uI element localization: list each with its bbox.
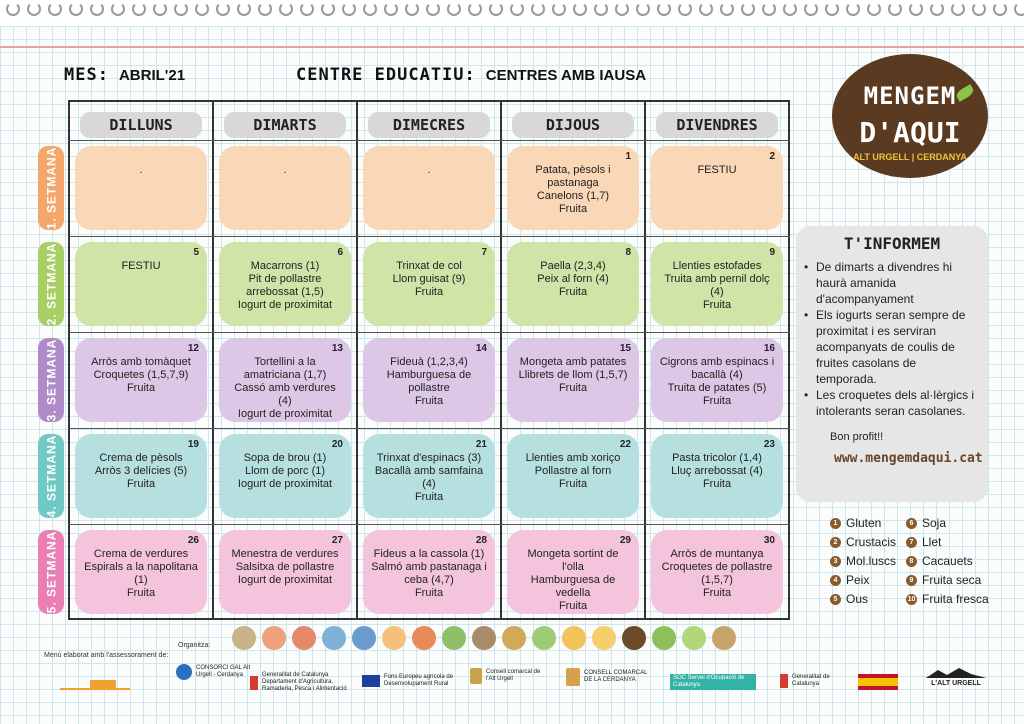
spiral-ring <box>279 2 293 16</box>
week-label <box>38 146 64 230</box>
menu-cell <box>219 338 351 422</box>
spiral-ring <box>720 2 734 16</box>
spiral-ring <box>909 2 923 16</box>
dish-line: Fruita <box>702 395 732 407</box>
day-number: 20 <box>331 439 343 450</box>
menu-cell <box>507 530 639 614</box>
food-group-icon <box>232 626 256 650</box>
dish-line: Truita amb pernil dolç <box>664 273 770 285</box>
food-group-icon <box>412 626 436 650</box>
dish-line: Peix al forn (4) <box>537 273 609 285</box>
food-group-icon <box>472 626 496 650</box>
allergen-label: Peix <box>846 573 870 587</box>
dish-line: l'olla <box>562 561 584 573</box>
dish-line: Fruita <box>414 491 444 503</box>
spiral-ring <box>216 2 230 16</box>
menu-cell <box>651 146 783 230</box>
bon-profit-text: Bon profit!! <box>830 431 884 443</box>
menu-cell <box>363 338 495 422</box>
spiral-ring <box>951 2 965 16</box>
allergen-label: Soja <box>922 516 947 530</box>
day-number: 22 <box>619 439 631 450</box>
margin-line <box>0 46 1024 48</box>
allergen-label: Mol.luscs <box>846 554 897 568</box>
footer-logo-feader <box>362 674 468 688</box>
day-number: 13 <box>331 343 343 354</box>
dish-line: Hamburguesa de <box>530 574 616 586</box>
spiral-ring <box>594 2 608 16</box>
dish-line: FESTIU <box>121 260 161 272</box>
spiral-ring <box>699 2 713 16</box>
dish-line: Bacallà amb samfaina <box>374 465 484 477</box>
mountain-icon <box>926 668 986 678</box>
dish-line: Pollastre al forn <box>534 465 612 477</box>
spiral-ring <box>48 2 62 16</box>
menu-cell <box>651 338 783 422</box>
footer-logo-text: SOC Servei d'Ocupació de Catalunya <box>670 674 756 690</box>
day-number: 30 <box>763 535 775 546</box>
allergen-item <box>906 516 946 530</box>
day-number: 2 <box>769 151 775 162</box>
advisor-drawing-icon <box>60 672 130 690</box>
day-header-friday: DIVENDRES <box>656 112 778 138</box>
info-item: • De dimarts a divendres hi haurà amanida d'acompanyament <box>804 259 980 307</box>
menu-cell <box>507 434 639 518</box>
menu-cell <box>507 338 639 422</box>
grid-divider <box>68 524 790 525</box>
dish-line: . <box>139 164 143 176</box>
dish-line: pastanaga <box>547 177 599 189</box>
dish-line: . <box>427 164 431 176</box>
spiral-ring <box>573 2 587 16</box>
day-number: 1 <box>625 151 631 162</box>
dish-line: Espirals a la napolitana <box>84 561 198 573</box>
info-panel <box>796 226 988 502</box>
menu-cell <box>75 530 207 614</box>
menu-cell <box>363 242 495 326</box>
mengem-daqui-logo <box>832 54 988 178</box>
footer-logo-text: Fons Europeu agrícola de Desenvolupament Rural <box>384 674 454 687</box>
food-group-icon <box>322 626 346 650</box>
allergen-label: Crustacis <box>846 535 897 549</box>
spiral-ring <box>846 2 860 16</box>
dish-line: Trinxat d'espinacs (3) <box>376 452 482 464</box>
week-label-text: 5. SETMANA <box>44 530 58 614</box>
food-group-icon <box>442 626 466 650</box>
spiral-ring <box>489 2 503 16</box>
dish-line: . <box>283 164 287 176</box>
logo-line2: D'AQUI <box>859 116 961 149</box>
allergen-number-icon: 4 <box>830 575 841 586</box>
logo-line1: MENGEM <box>863 82 957 110</box>
week-label <box>38 434 64 518</box>
day-number: 27 <box>331 535 343 546</box>
spiral-ring <box>69 2 83 16</box>
spiral-ring <box>825 2 839 16</box>
menu-cell <box>651 530 783 614</box>
day-number: 6 <box>337 247 343 258</box>
spiral-ring <box>27 2 41 16</box>
coat-of-arms-icon <box>470 668 482 684</box>
dish-line: Llenties amb xoriço <box>525 452 621 464</box>
food-group-icon <box>502 626 526 650</box>
dish-line: Crema de pèsols <box>99 452 183 464</box>
spiral-ring <box>405 2 419 16</box>
spiral-ring <box>300 2 314 16</box>
food-group-icon <box>682 626 706 650</box>
spain-flag-icon <box>858 674 898 690</box>
dish-line: Fruita <box>126 382 156 394</box>
grid-divider <box>68 332 790 333</box>
dish-line: Fruita <box>126 587 156 599</box>
dish-line: Cigrons amb espinacs i <box>659 356 775 368</box>
dish-line: Patata, pèsols i <box>535 164 611 176</box>
week-label <box>38 242 64 326</box>
spiral-ring <box>741 2 755 16</box>
dish-line: Iogurt de proximitat <box>237 574 333 586</box>
footer-logo-text: CONSELL COMARCAL DE LA CERDANYA <box>584 670 648 683</box>
footer-logo-spain <box>858 674 898 690</box>
allergen-label: Cacauets <box>922 554 973 568</box>
food-group-icon <box>292 626 316 650</box>
spiral-binding <box>0 0 1024 26</box>
menu-cell <box>363 146 495 230</box>
dish-line: Menestra de verdures <box>231 548 339 560</box>
dish-line: Croquetes de pollastre <box>661 561 773 573</box>
dish-line: Hamburguesa de <box>386 369 472 381</box>
allergen-number-icon: 1 <box>830 518 841 529</box>
dish-line: Paella (2,3,4) <box>540 260 606 272</box>
allergen-item <box>830 554 896 568</box>
info-list <box>804 259 980 419</box>
allergen-number-icon: 9 <box>906 575 917 586</box>
centre-label: CENTRE EDUCATIU: <box>296 65 476 85</box>
food-group-icon <box>592 626 616 650</box>
week-label <box>38 530 64 614</box>
dish-line: Arròs 3 delícies (5) <box>94 465 188 477</box>
spiral-ring <box>195 2 209 16</box>
menu-cell <box>651 434 783 518</box>
day-number: 14 <box>475 343 487 354</box>
dish-line: Fruita <box>414 587 444 599</box>
week-label-text: 2. SETMANA <box>44 242 58 326</box>
centre-header <box>296 65 646 85</box>
food-group-icon <box>622 626 646 650</box>
allergen-label: Gluten <box>846 516 882 530</box>
dish-line: Arròs amb tomàquet <box>91 356 191 368</box>
week-label-text: 1. SETMANA <box>44 146 58 230</box>
eu-flag-icon <box>362 675 380 687</box>
spiral-ring <box>468 2 482 16</box>
generalitat-logo-icon <box>250 676 258 690</box>
dish-line: Fruita <box>558 600 588 612</box>
spiral-ring <box>615 2 629 16</box>
dish-line: Llenties estofades <box>672 260 762 272</box>
dish-line: Llibrets de llom (1,5,7) <box>518 369 628 381</box>
footer-logo-text: CONSORCI GAL Alt Urgell - Cerdanya <box>196 665 251 678</box>
spiral-ring <box>783 2 797 16</box>
day-number: 7 <box>481 247 487 258</box>
food-group-icon <box>352 626 376 650</box>
day-number: 23 <box>763 439 775 450</box>
grid-divider <box>68 428 790 429</box>
dish-line: pollastre <box>408 382 450 394</box>
day-number: 9 <box>769 247 775 258</box>
dish-line: Salmó amb pastanaga i <box>371 561 487 573</box>
allergen-number-icon: 3 <box>830 556 841 567</box>
generalitat-logo-icon <box>780 674 788 688</box>
spiral-ring <box>174 2 188 16</box>
spiral-ring <box>678 2 692 16</box>
spiral-ring <box>384 2 398 16</box>
organitza-label: Organitza: <box>178 642 211 649</box>
website-link[interactable]: www.mengemdaqui.cat <box>834 451 983 466</box>
menu-cell <box>75 338 207 422</box>
info-title: T'INFORMEM <box>843 234 941 253</box>
spiral-ring <box>342 2 356 16</box>
day-number: 16 <box>763 343 775 354</box>
coat-of-arms-icon <box>566 668 580 686</box>
menu-cell <box>219 242 351 326</box>
dish-line: Llom de porc (1) <box>244 465 326 477</box>
advisor-logo <box>60 668 140 694</box>
dish-line: Iogurt de proximitat <box>237 478 333 490</box>
centre-value: CENTRES AMB IAUSA <box>485 67 647 84</box>
day-header-tuesday: DIMARTS <box>224 112 346 138</box>
day-number: 8 <box>625 247 631 258</box>
day-number: 29 <box>619 535 631 546</box>
month-value: ABRIL'21 <box>118 67 186 84</box>
allergen-item <box>906 573 981 587</box>
footer-logo-alt-urgell <box>470 668 542 684</box>
spiral-ring <box>762 2 776 16</box>
dish-line: Crema de verdures <box>93 548 189 560</box>
info-item: • Els iogurts seran sempre de proximitat i es serviran acompanyats de coulis de fruites casolans de temporada. <box>804 307 980 387</box>
dish-line: Tortellini a la <box>254 356 316 368</box>
dish-line: Fruita <box>702 299 732 311</box>
allergen-number-icon: 7 <box>906 537 917 548</box>
food-group-icon <box>532 626 556 650</box>
dish-line: Fideuà (1,2,3,4) <box>390 356 468 368</box>
spiral-ring <box>111 2 125 16</box>
food-group-icon <box>262 626 286 650</box>
spiral-ring <box>6 2 20 16</box>
dish-line: Macarrons (1) <box>250 260 320 272</box>
dish-line: Fideus a la cassola (1) <box>373 548 485 560</box>
allergen-number-icon: 5 <box>830 594 841 605</box>
menu-cell <box>75 146 207 230</box>
dish-line: Fruita <box>702 478 732 490</box>
day-number: 15 <box>619 343 631 354</box>
day-number: 28 <box>475 535 487 546</box>
grid-divider <box>212 100 214 620</box>
spiral-ring <box>636 2 650 16</box>
menu-cell <box>651 242 783 326</box>
footer-logo-text: Generalitat de Catalunya <box>792 674 830 687</box>
day-number: 19 <box>187 439 199 450</box>
footer-logo-gal <box>176 664 256 680</box>
spiral-ring <box>930 2 944 16</box>
food-group-icon <box>382 626 406 650</box>
spiral-ring <box>888 2 902 16</box>
day-number: 21 <box>475 439 487 450</box>
day-number: 26 <box>187 535 199 546</box>
allergen-label: Fruita fresca <box>922 592 989 606</box>
week-label-text: 3. SETMANA <box>44 338 58 422</box>
advisor-label: Menú elaborat amb l'assessorament de: <box>44 652 169 659</box>
food-group-icon <box>712 626 736 650</box>
dish-line: Trinxat de col <box>396 260 462 272</box>
dish-line: Fruita <box>414 286 444 298</box>
dish-line: Fruita <box>558 382 588 394</box>
spiral-ring <box>993 2 1007 16</box>
day-header-monday: DILLUNS <box>80 112 202 138</box>
dish-line: (4) <box>710 286 724 298</box>
grid-divider <box>500 100 502 620</box>
food-group-icon <box>562 626 586 650</box>
footer-logo-generalitat <box>780 674 846 688</box>
spiral-ring <box>447 2 461 16</box>
footer-logo-darp <box>250 672 354 693</box>
dish-line: Pit de pollastre <box>248 273 322 285</box>
dish-line: Truita de patates (5) <box>667 382 767 394</box>
spiral-ring <box>426 2 440 16</box>
dish-line: Fruita <box>558 203 588 215</box>
grid-divider <box>68 236 790 237</box>
dish-line: Fruita <box>558 478 588 490</box>
month-header <box>64 65 185 85</box>
grid-divider <box>644 100 646 620</box>
dish-line: Fruita <box>558 286 588 298</box>
gal-logo-icon <box>176 664 192 680</box>
spiral-ring <box>657 2 671 16</box>
allergen-label: Ous <box>846 592 869 606</box>
footer-logo-text: L'ALT URGELL <box>931 680 981 687</box>
menu-cell <box>363 530 495 614</box>
dish-line: bacallà (4) <box>691 369 743 381</box>
allergen-item <box>830 516 881 530</box>
spiral-ring <box>363 2 377 16</box>
dish-line: amatriciana (1,7) <box>243 369 327 381</box>
dish-line: Fruita <box>702 587 732 599</box>
spiral-ring <box>90 2 104 16</box>
allergen-number-icon: 10 <box>907 595 916 603</box>
menu-cell <box>219 434 351 518</box>
logo-line3: ALT URGELL | CERDANYA <box>853 152 967 162</box>
menu-cell <box>75 434 207 518</box>
dish-line: vedella <box>555 587 591 599</box>
spiral-ring <box>132 2 146 16</box>
info-item: • Les croquetes dels al·lèrgics i intolerants seran casolanes. <box>804 387 980 419</box>
food-group-icon <box>652 626 676 650</box>
grid-divider <box>68 140 790 141</box>
menu-cell <box>75 242 207 326</box>
dish-line: (1,5,7) <box>701 574 733 586</box>
allergen-label: Llet <box>922 535 942 549</box>
spiral-ring <box>237 2 251 16</box>
food-icon-row <box>232 626 742 650</box>
grid-divider <box>356 100 358 620</box>
allergen-label: Fruita seca <box>922 573 982 587</box>
spiral-ring <box>321 2 335 16</box>
footer-logo-altUrgell <box>926 668 986 687</box>
dish-line: Iogurt de proximitat <box>237 408 333 420</box>
spiral-ring <box>510 2 524 16</box>
dish-line: (4) <box>422 478 436 490</box>
day-number: 5 <box>193 247 199 258</box>
allergen-item <box>830 573 869 587</box>
spiral-ring <box>1014 2 1024 16</box>
dish-line: FESTIU <box>697 164 737 176</box>
menu-cell <box>219 146 351 230</box>
allergen-item <box>830 535 896 549</box>
dish-line: Mongeta sortint de <box>527 548 619 560</box>
week-label <box>38 338 64 422</box>
dish-line: Lluç arrebossat (4) <box>671 465 763 477</box>
allergen-item <box>906 592 989 606</box>
day-header-wednesday: DIMECRES <box>368 112 490 138</box>
allergen-item <box>830 592 868 606</box>
dish-line: Iogurt de proximitat <box>237 299 333 311</box>
footer-logo-text: Consell comarcal de l'Alt Urgell <box>486 669 541 682</box>
spiral-ring <box>552 2 566 16</box>
spiral-ring <box>804 2 818 16</box>
dish-line: (4) <box>278 395 292 407</box>
dish-line: (1) <box>134 574 148 586</box>
dish-line: Mongeta amb patates <box>519 356 627 368</box>
allergen-number-icon: 6 <box>906 518 917 529</box>
spiral-ring <box>153 2 167 16</box>
dish-line: ceba (4,7) <box>404 574 454 586</box>
menu-cell <box>507 146 639 230</box>
dish-line: Salsitxa de pollastre <box>235 561 335 573</box>
dish-line: Pasta tricolor (1,4) <box>672 452 762 464</box>
dish-line: Arròs de muntanya <box>670 548 764 560</box>
dish-line: Fruita <box>414 395 444 407</box>
spiral-ring <box>531 2 545 16</box>
dish-line: Llom guisat (9) <box>392 273 466 285</box>
menu-cell <box>507 242 639 326</box>
allergen-number-icon: 2 <box>830 537 841 548</box>
allergen-item <box>906 554 973 568</box>
menu-cell <box>219 530 351 614</box>
dish-line: Croquetes (1,5,7,9) <box>93 369 189 381</box>
dish-line: arrebossat (1,5) <box>246 286 324 298</box>
menu-cell <box>363 434 495 518</box>
dish-line: Fruita <box>126 478 156 490</box>
spiral-ring <box>867 2 881 16</box>
dish-line: Canelons (1,7) <box>536 190 610 202</box>
spiral-ring <box>258 2 272 16</box>
month-label: MES: <box>64 65 109 85</box>
footer-logo-text: Generalitat de Catalunya Departament d'Agricultura, Ramaderia, Pesca i Alimentació <box>262 672 347 692</box>
allergen-item <box>906 535 941 549</box>
dish-line: Cassó amb verdures <box>234 382 336 394</box>
footer-logo-cerdanya <box>566 668 654 686</box>
dish-line: Sopa de brou (1) <box>243 452 327 464</box>
week-label-text: 4. SETMANA <box>44 434 58 518</box>
allergen-number-icon: 8 <box>906 556 917 567</box>
spiral-ring <box>972 2 986 16</box>
footer-logo-soc <box>670 674 756 690</box>
day-header-thursday: DIJOUS <box>512 112 634 138</box>
day-number: 12 <box>187 343 199 354</box>
